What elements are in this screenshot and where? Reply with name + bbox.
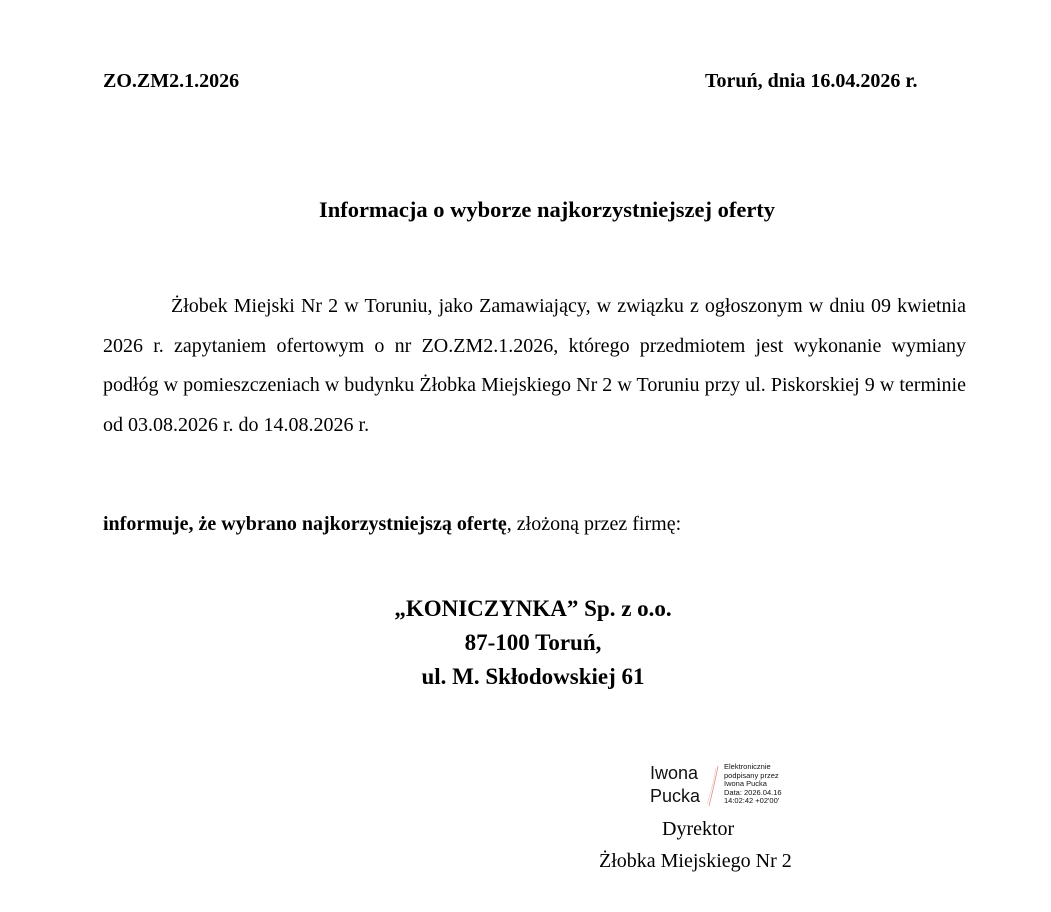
- signer-name: [650, 762, 700, 808]
- company-street: ul. M. Skłodowskiej 61: [421, 664, 645, 689]
- signer-first-name: Iwona: [650, 763, 699, 783]
- company-postal-city: 87-100 Toruń,: [464, 630, 602, 655]
- signature-detail-line: 14:02:42 +02'00': [724, 796, 780, 806]
- signature-detail-line: Data: 2026.04.16: [724, 787, 782, 797]
- signature-mark-icon: [706, 764, 720, 808]
- signer-role: Dyrektor: [662, 818, 735, 840]
- signature-detail-line: Elektronicznie: [724, 762, 771, 771]
- information-bold: informuje, że wybrano najkorzystniejszą ofertę: [103, 513, 507, 535]
- selected-company: [0, 592, 1051, 694]
- place-and-date: Toruń, dnia 16.04.2026 r.: [705, 70, 918, 92]
- information-line: [103, 513, 681, 536]
- body-paragraph: Żłobek Miejski Nr 2 w Toruniu, jako Zamawiający, w związku z ogłoszonym w dniu 09 kwietnia 2026 r. zapytaniem ofertowym o nr ZO.ZM2.1.2026, którego przedmiotem jest wykonanie wymiany podłóg w pomieszczeniach w budynku Żłobka Miejskiego Nr 2 w Toruniu przy ul. Piskorskiej 9 w terminie od 03.08.2026 r. do 14.08.2026 r.: [103, 295, 966, 436]
- information-rest: , złożoną przez firmę:: [506, 513, 682, 535]
- signature-detail-line: podpisany przez: [724, 770, 779, 780]
- company-name: „KONICZYNKA” Sp. z o.o.: [394, 596, 672, 621]
- document-title: Informacja o wyborze najkorzystniejszej oferty: [318, 197, 776, 222]
- signer-organization: Żłobka Miejskiego Nr 2: [599, 850, 792, 872]
- signature-detail-line: Iwona Pucka: [724, 779, 767, 789]
- electronic-signature: [650, 760, 790, 812]
- signature-details: [724, 763, 782, 806]
- signer-last-name: Pucka: [650, 786, 701, 806]
- reference-number: ZO.ZM2.1.2026: [103, 70, 240, 92]
